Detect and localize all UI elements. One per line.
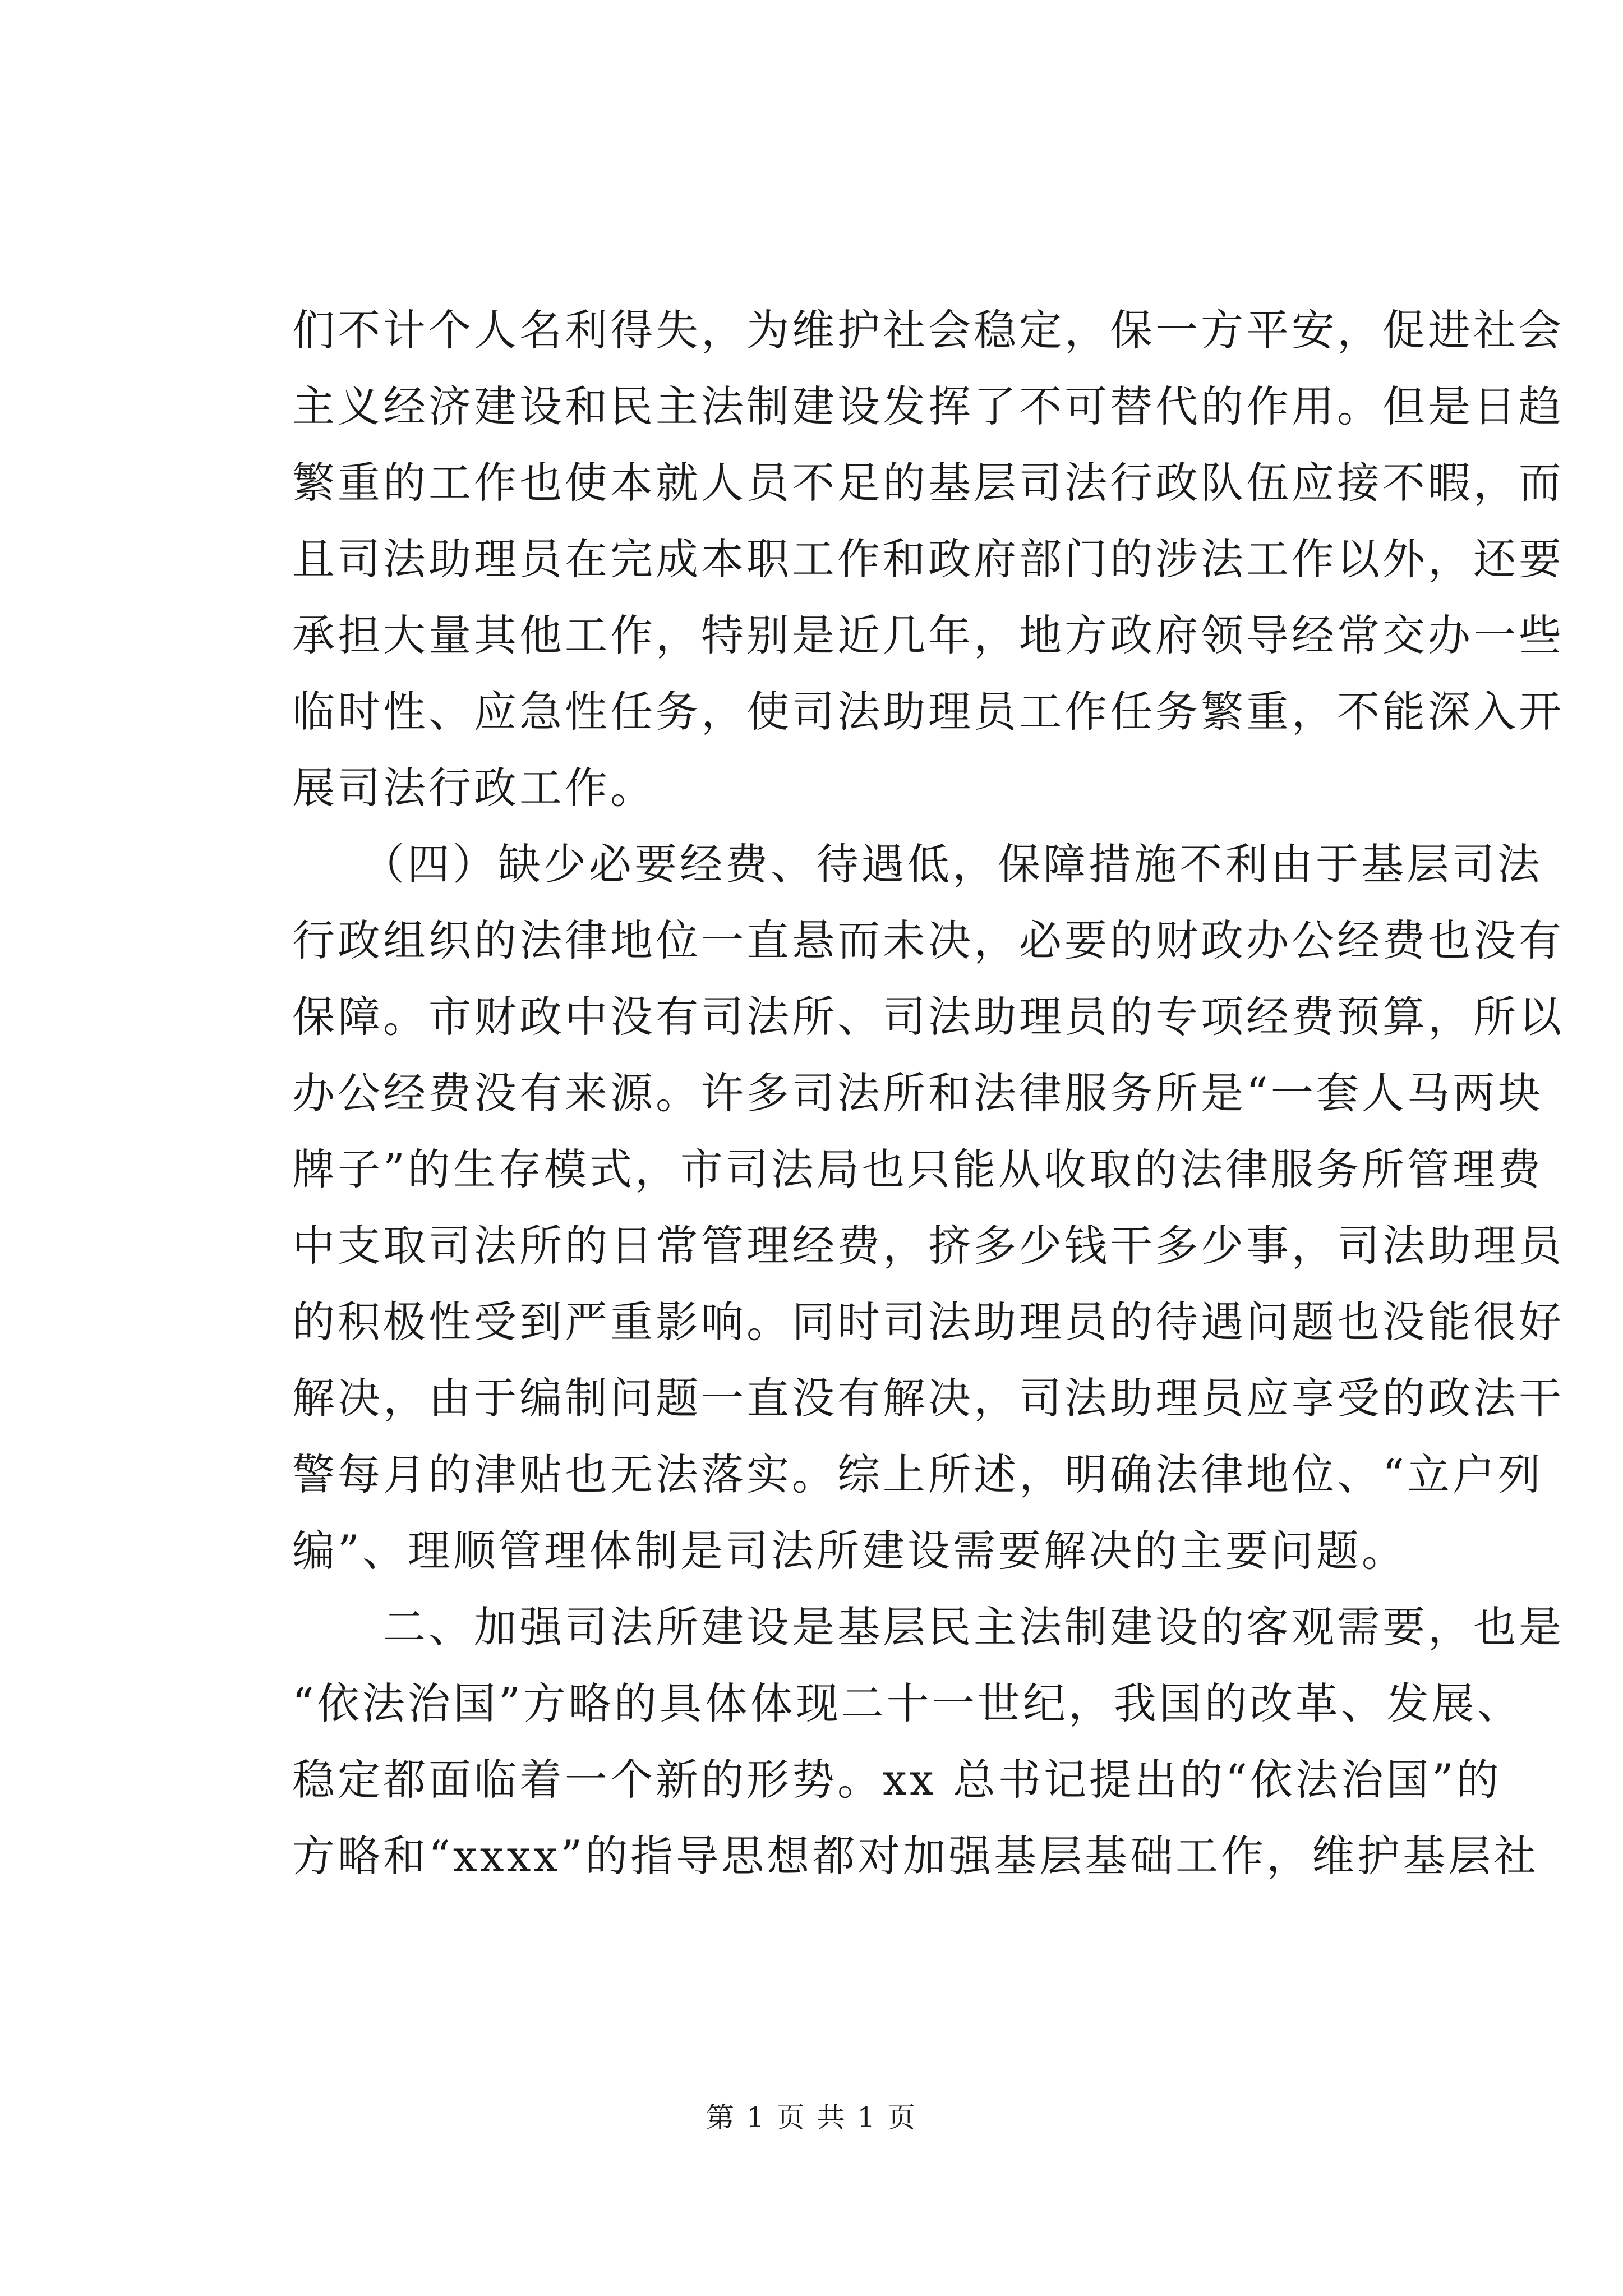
text-line: 的积极性受到严重影响。同时司法助理员的待遇问题也没能很好 — [292, 1297, 1564, 1347]
text-line: 繁重的工作也使本就人员不足的基层司法行政队伍应接不暇，而 — [292, 458, 1564, 508]
text-line: （四）缺少必要经费、待遇低，保障措施不利由于基层司法 — [292, 839, 1543, 889]
text-line: 牌子”的生存模式，市司法局也只能从收取的法律服务所管理费 — [292, 1144, 1543, 1194]
text-line: 警每月的津贴也无法落实。综上所述，明确法律地位、“立户列 — [292, 1450, 1543, 1499]
text-line: 展司法行政工作。 — [292, 763, 656, 813]
text-line: 们不计个人名利得失，为维护社会稳定，保一方平安，促进社会 — [292, 305, 1564, 355]
page-number-label: 第 1 页 共 1 页 — [706, 2101, 917, 2134]
text-line: 方略和“xxxx”的指导思想都对加强基层基础工作，维护基层社 — [292, 1831, 1539, 1881]
text-line: 中支取司法所的日常管理经费，挤多少钱干多少事，司法助理员 — [292, 1221, 1564, 1271]
page-footer — [0, 2095, 1623, 2136]
text-line: 承担大量其他工作，特别是近几年，地方政府领导经常交办一些 — [292, 610, 1564, 660]
document-body — [292, 292, 1564, 1894]
text-line: 主义经济建设和民主法制建设发挥了不可替代的作用。但是日趋 — [292, 381, 1564, 431]
text-line: 解决，由于编制问题一直没有解决，司法助理员应享受的政法干 — [292, 1373, 1564, 1423]
text-line: 编”、理顺管理体制是司法所建设需要解决的主要问题。 — [292, 1526, 1407, 1576]
text-line: “依法治国”方略的具体体现二十一世纪，我国的改革、发展、 — [292, 1678, 1523, 1728]
text-line: 稳定都面临着一个新的形势。xx 总书记提出的“依法治国”的 — [292, 1755, 1502, 1805]
text-line: 办公经费没有来源。许多司法所和法律服务所是“一套人马两块 — [292, 1068, 1543, 1118]
text-line: 且司法助理员在完成本职工作和政府部门的涉法工作以外，还要 — [292, 534, 1564, 584]
text-line: 二、加强司法所建设是基层民主法制建设的客观需要，也是 — [292, 1602, 1564, 1652]
text-line: 保障。市财政中没有司法所、司法助理员的专项经费预算，所以 — [292, 992, 1564, 1042]
text-line: 行政组织的法律地位一直悬而未决，必要的财政办公经费也没有 — [292, 915, 1564, 965]
text-line: 临时性、应急性任务，使司法助理员工作任务繁重，不能深入开 — [292, 687, 1564, 737]
